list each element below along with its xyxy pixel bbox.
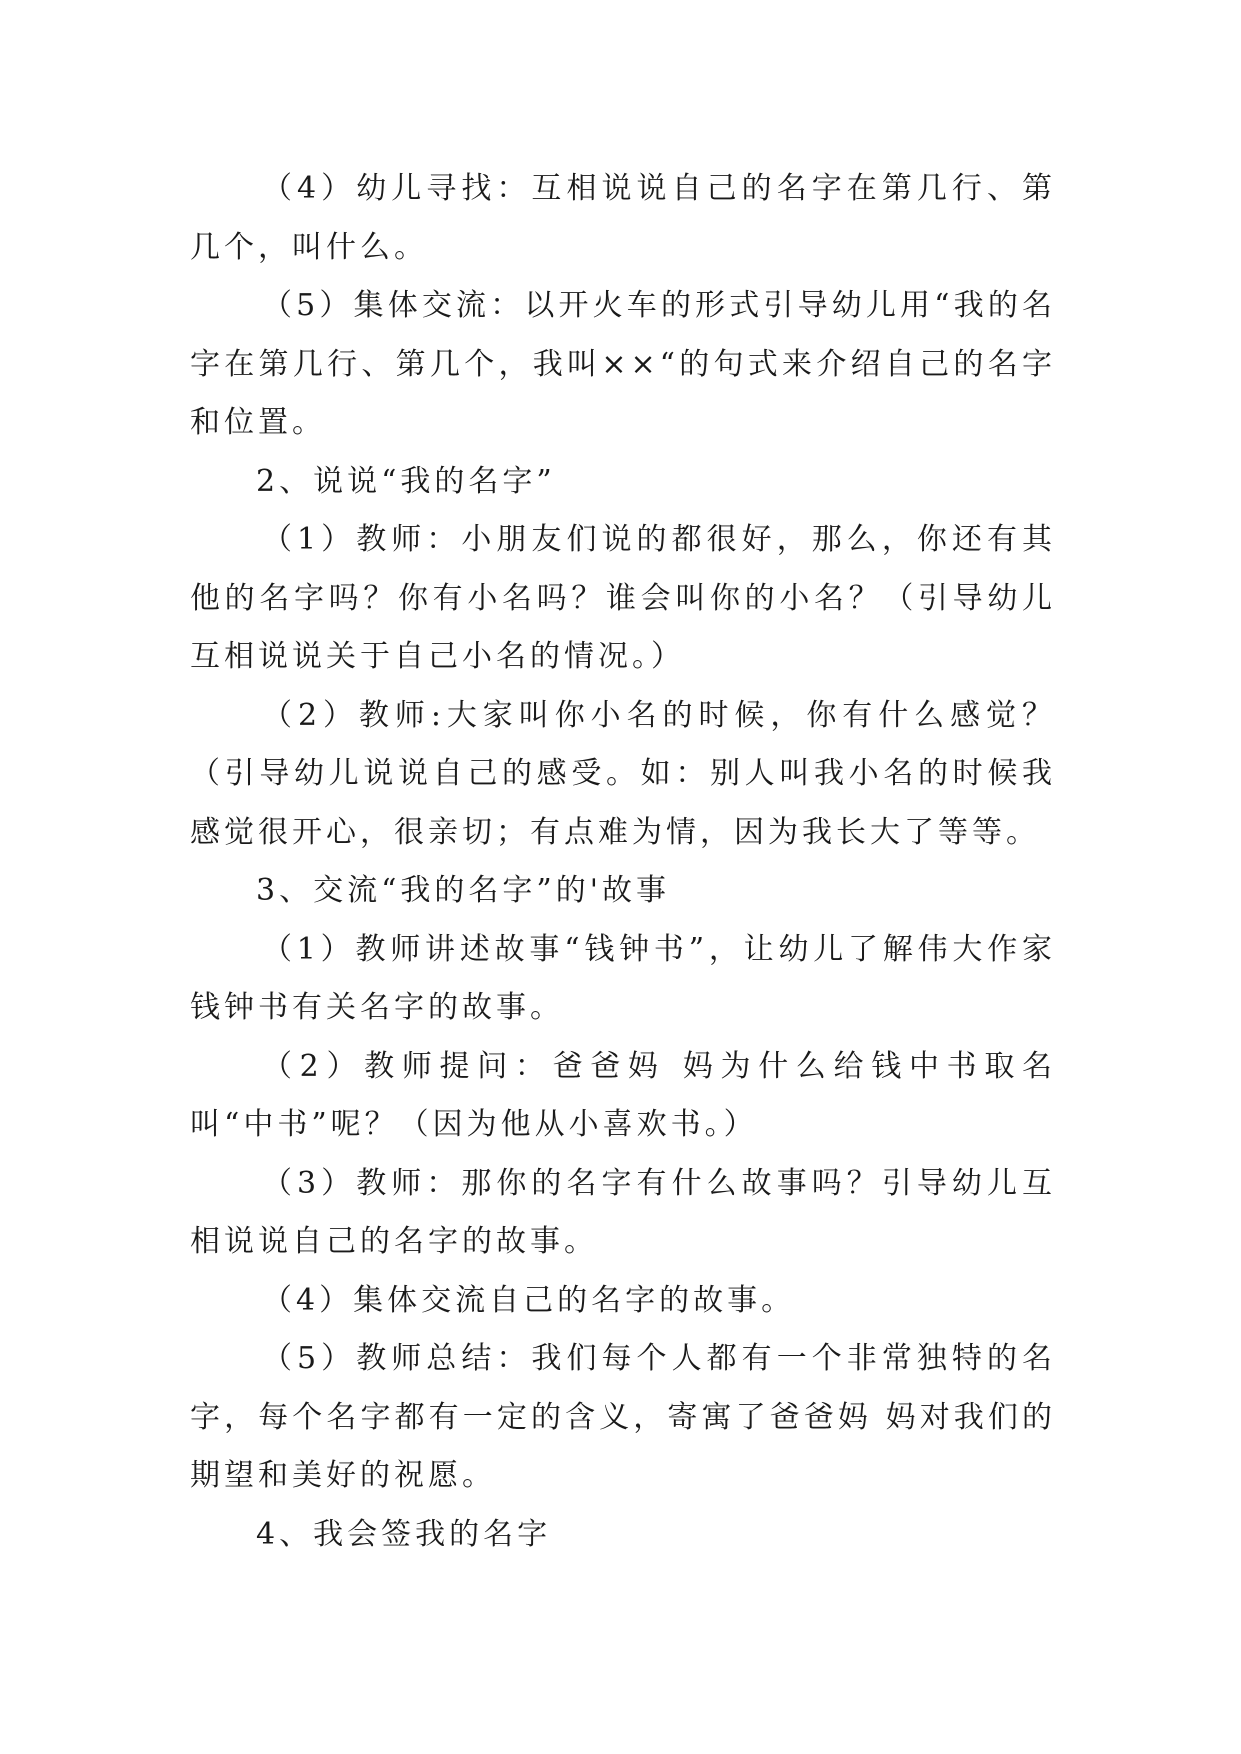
paragraph-qian-zhongshu-story: （1）教师讲述故事“钱钟书”，让幼儿了解伟大作家钱钟书有关名字的故事。	[190, 931, 1056, 1025]
section-heading-name-story: 3、交流“我的名字”的'故事	[256, 873, 671, 908]
paragraph-group-exchange: （5）集体交流：以开火车的形式引导幼儿用“我的名字在第几行、第几个，我叫××“的句式来介绍自己的名字和位置。	[190, 288, 1056, 440]
paragraph-teacher-feeling: （2）教师:大家叫你小名的时候，你有什么感觉？（引导幼儿说说自己的感受。如：别人叫我小名的时候我感觉很开心，很亲切；有点难为情，因为我长大了等等。	[190, 697, 1056, 850]
section-heading-say-my-name: 2、说说“我的名字”	[256, 463, 556, 499]
section-heading-sign-name: 4、我会签我的名字	[256, 1516, 552, 1552]
paragraph-group-story-exchange: （4）集体交流自己的名字的故事。	[262, 1282, 796, 1318]
paragraph-teacher-question: （2）教师提问：爸爸妈 妈为什么给钱中书取名叫“中书”呢？（因为他从小喜欢书。）	[190, 1048, 1056, 1142]
document-body	[190, 160, 1056, 1564]
paragraph-teacher-summary: （5）教师总结：我们每个人都有一个非常独特的名字，每个名字都有一定的含义，寄寓了爸爸妈 妈对我们的期望和美好的祝愿。	[190, 1341, 1056, 1493]
paragraph-find-name: （4）幼儿寻找：互相说说自己的名字在第几行、第几个，叫什么。	[190, 171, 1056, 265]
paragraph-your-name-story: （3）教师：那你的名字有什么故事吗？引导幼儿互相说说自己的名字的故事。	[190, 1165, 1056, 1259]
paragraph-teacher-nickname: （1）教师：小朋友们说的都很好，那么，你还有其他的名字吗？你有小名吗？谁会叫你的小名？（引导幼儿互相说说关于自己小名的情况。）	[190, 522, 1056, 674]
